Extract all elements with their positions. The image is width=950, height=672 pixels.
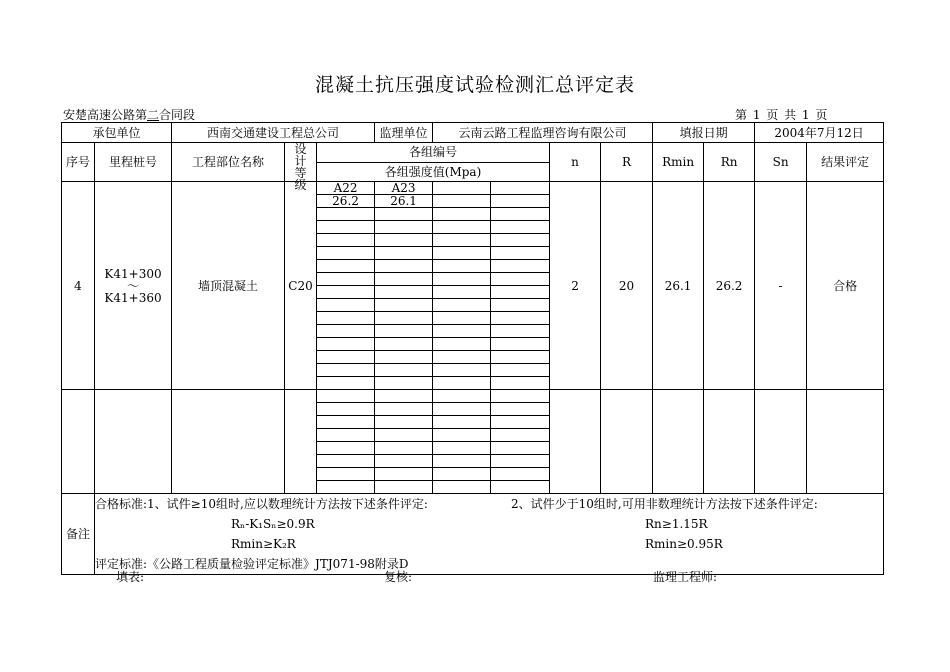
group-id-1: A22 <box>317 182 375 195</box>
formula-1b: Rmin≥K₂R <box>231 537 296 551</box>
criteria-2: 2、试件少于10组时,可用非数理统计方法按下述条件评定: <box>511 497 818 511</box>
empty-cell <box>550 390 601 494</box>
col-n: n <box>550 143 601 182</box>
evaluation-standard: 评定标准:《公路工程质量检验评定标准》JTJ071-98附录D <box>95 557 409 571</box>
section-number: 二 <box>147 108 160 122</box>
record-part: 墙顶混凝土 <box>172 182 285 390</box>
date-value: 2004年7月12日 <box>755 123 884 143</box>
table-row <box>62 182 884 195</box>
group-id-2: A23 <box>375 182 433 195</box>
formula-2b: Rmin≥0.95R <box>645 537 723 551</box>
col-r: R <box>601 143 653 182</box>
empty-cell <box>704 390 755 494</box>
supervisor-value: 云南云路工程监理咨询有限公司 <box>433 123 653 143</box>
remarks-row <box>62 494 884 575</box>
col-group-strength: 各组强度值(Mpa) <box>317 162 550 182</box>
formula-2a: Rn≥1.15R <box>645 517 708 531</box>
remarks-content <box>95 494 884 575</box>
empty-cell <box>755 390 807 494</box>
empty-cell <box>653 390 704 494</box>
empty-cell <box>172 390 285 494</box>
record-r: 20 <box>601 182 653 390</box>
record-seq: 4 <box>62 182 95 390</box>
strength-2: 26.1 <box>375 195 433 208</box>
supervisor-engineer-label: 监理工程师: <box>653 570 718 584</box>
strength-4 <box>491 195 550 208</box>
contract-section <box>63 106 195 123</box>
empty-cell <box>62 390 95 494</box>
record-station: K41+300 ～ K41+360 <box>95 182 172 390</box>
empty-cell <box>807 390 884 494</box>
criteria-1: 合格标准:1、试件≥10组时,应以数理统计方法按下述条件评定: <box>95 497 428 511</box>
reviewer-label: 复核: <box>384 570 413 584</box>
record-rn: 26.2 <box>704 182 755 390</box>
page-title: 混凝土抗压强度试验检测汇总评定表 <box>314 74 635 96</box>
col-design-grade: 设计等级 <box>285 143 317 182</box>
group-id-4 <box>491 182 550 195</box>
empty-cell <box>95 390 172 494</box>
page-info: 第 1 页 共 1 页 <box>735 108 828 122</box>
record-rmin: 26.1 <box>653 182 704 390</box>
contractor-label: 承包单位 <box>62 123 172 143</box>
record-n: 2 <box>550 182 601 390</box>
header-row <box>62 123 884 143</box>
empty-cell <box>601 390 653 494</box>
col-rn: Rn <box>704 143 755 182</box>
record-sn: - <box>755 182 807 390</box>
record-result: 合格 <box>807 182 884 390</box>
col-station: 里程桩号 <box>95 143 172 182</box>
date-label: 填报日期 <box>653 123 755 143</box>
col-rmin: Rmin <box>653 143 704 182</box>
col-seq: 序号 <box>62 143 95 182</box>
summary-table <box>61 122 884 575</box>
section-suffix: 合同段 <box>159 108 196 122</box>
formula-1a: Rₙ-K₁Sₙ≥0.9R <box>231 517 315 531</box>
supervisor-label: 监理单位 <box>375 123 433 143</box>
filler-label: 填表: <box>116 570 145 584</box>
strength-1: 26.2 <box>317 195 375 208</box>
contractor-value: 西南交通建设工程总公司 <box>172 123 375 143</box>
col-sn: Sn <box>755 143 807 182</box>
empty-cell <box>285 390 317 494</box>
table-row <box>62 390 884 403</box>
section-prefix: 安楚高速公路第 <box>63 108 148 122</box>
group-id-3 <box>433 182 491 195</box>
col-group-ids: 各组编号 <box>317 143 550 163</box>
col-part: 工程部位名称 <box>172 143 285 182</box>
strength-3 <box>433 195 491 208</box>
col-result: 结果评定 <box>807 143 884 182</box>
column-header-row <box>62 143 884 163</box>
record-design-grade: C20 <box>285 182 317 390</box>
remarks-label: 备注 <box>62 494 95 575</box>
